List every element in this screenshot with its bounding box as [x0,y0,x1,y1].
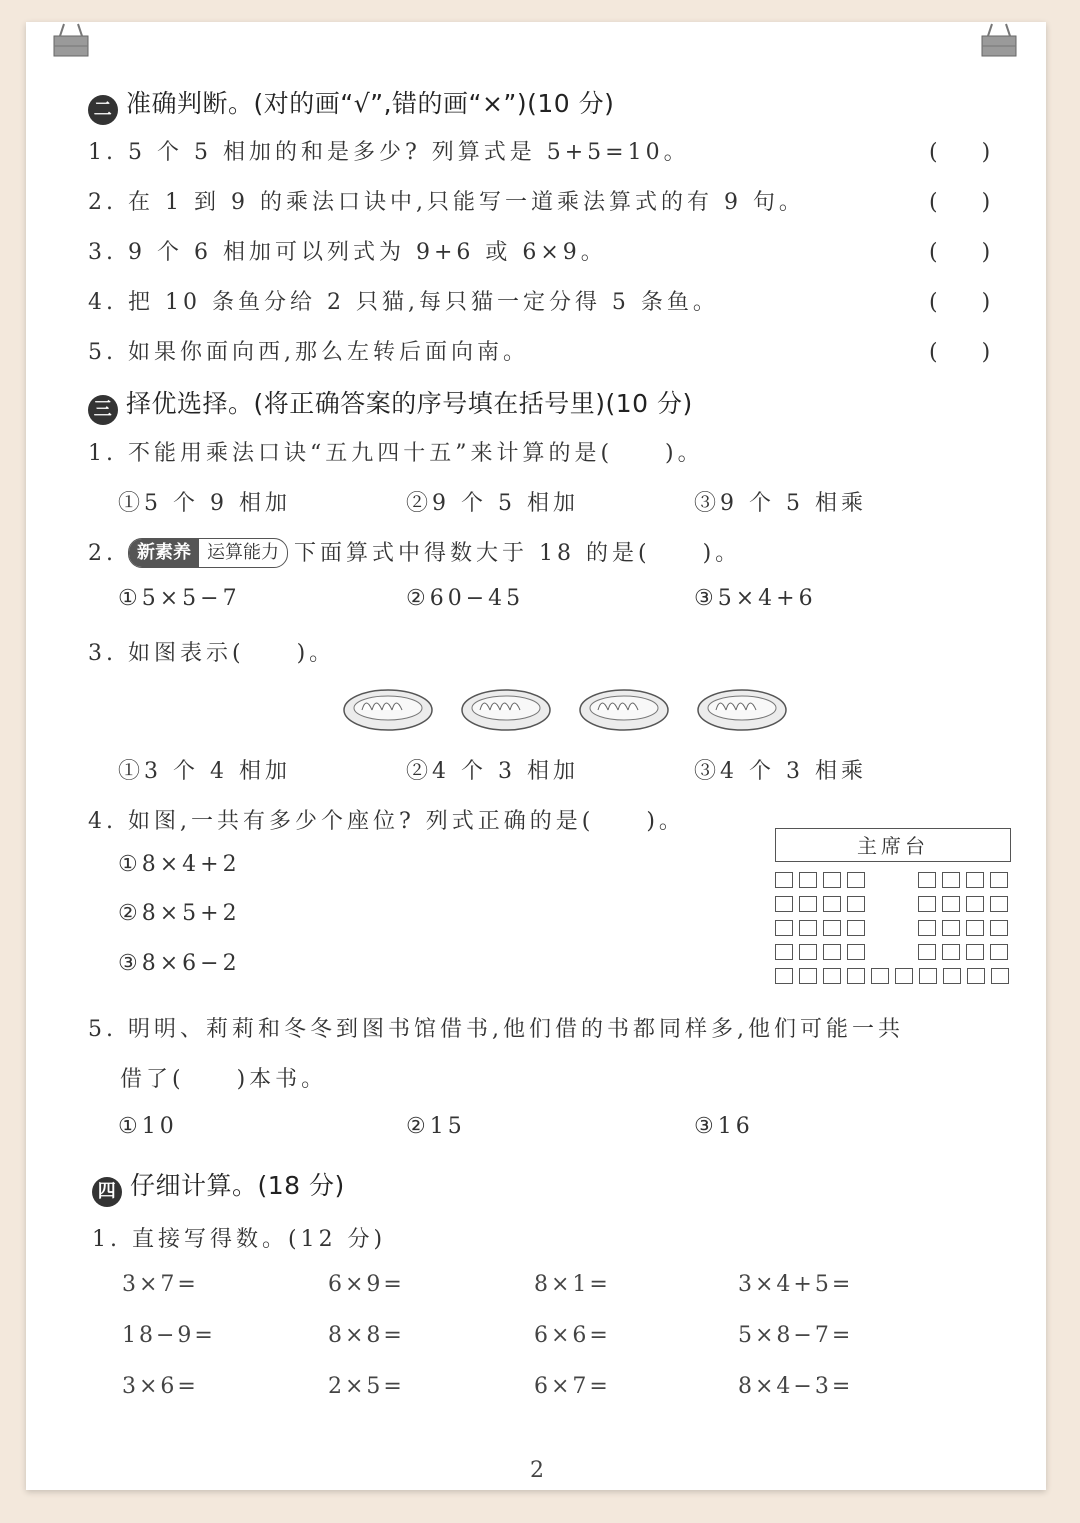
choice-question-3: 3. 如图表示( )。 [88,641,336,666]
seat [847,872,865,888]
option: ③9 个 5 相乘 [694,491,867,516]
judge-question: 1. 5 个 5 相加的和是多少? 列算式是 5+5=10。 [88,140,690,165]
option: ③16 [694,1114,754,1139]
seat [990,944,1008,960]
seat [775,920,793,936]
option: ②4 个 3 相加 [406,759,579,784]
literacy-tag: 新素养 运算能力 [128,538,288,568]
option: ①5×5−7 [118,586,241,611]
calc-item: 6×6= [534,1323,611,1348]
seat [799,896,817,912]
seat [918,896,936,912]
seat [943,968,961,984]
judge-question: 4. 把 10 条鱼分给 2 只猫,每只猫一定分得 5 条鱼。 [88,290,719,315]
seat [775,872,793,888]
seat [847,968,865,984]
answer-blank[interactable]: ( ) [929,340,991,365]
section-badge: 二 [88,95,118,125]
plate-icon [462,690,550,730]
option: ②9 个 5 相加 [406,491,579,516]
seat [966,944,984,960]
plate-icon [580,690,668,730]
calc-item: 5×8−7= [738,1323,854,1348]
judge-question: 2. 在 1 到 9 的乘法口诀中,只能写一道乘法算式的有 9 句。 [88,190,805,215]
seat [919,968,937,984]
seat [967,968,985,984]
seat [871,968,889,984]
plate-icon [698,690,786,730]
calc-item: 8×4−3= [738,1374,854,1399]
calc-item: 3×6= [122,1374,199,1399]
seat [847,944,865,960]
seat [847,920,865,936]
calc-subheading: 1. 直接写得数。(12 分) [92,1227,387,1252]
seat [799,872,817,888]
worksheet-page [26,22,1046,1490]
option: ③4 个 3 相乘 [694,759,867,784]
answer-blank[interactable]: ( ) [929,290,991,315]
seat [918,872,936,888]
calc-item: 2×5= [328,1374,405,1399]
choice-question-5: 5. 明明、莉莉和冬冬到图书馆借书,他们借的书都同样多,他们可能一共 [88,1017,904,1042]
option: ③8×6−2 [118,951,241,976]
calc-item: 8×8= [328,1323,405,1348]
section-title-choice: 三 择优选择。(将正确答案的序号填在括号里)(10 分) [88,384,693,425]
seat [991,968,1009,984]
option: ②60−45 [406,586,525,611]
calc-item: 18−9= [122,1323,216,1348]
plates-illustration [340,684,790,734]
calc-item: 6×9= [328,1272,405,1297]
judge-question: 5. 如果你面向西,那么左转后面向南。 [88,340,529,365]
binder-clip-icon [50,22,92,64]
seat [942,944,960,960]
section-title-calculation: 四 仔细计算。(18 分) [92,1166,345,1207]
seat [823,944,841,960]
seat [847,896,865,912]
calc-item: 8×1= [534,1272,611,1297]
seat [823,920,841,936]
section-title-judgement: 二 准确判断。(对的画“√”,错的画“×”)(10 分) [88,84,614,125]
seat [942,896,960,912]
seat [799,968,817,984]
judge-question: 3. 9 个 6 相加可以列式为 9+6 或 6×9。 [88,240,607,265]
seat [966,872,984,888]
seat [823,968,841,984]
option: ②15 [406,1114,466,1139]
section-badge: 三 [88,395,118,425]
section-badge: 四 [92,1177,122,1207]
seat [775,896,793,912]
seat [895,968,913,984]
option: ①10 [118,1114,178,1139]
seat [918,920,936,936]
plate-icon [344,690,432,730]
seat [799,920,817,936]
seat [990,920,1008,936]
seat [823,896,841,912]
option: ③5×4+6 [694,586,817,611]
choice-question-5-cont: 借了( )本书。 [120,1067,328,1092]
binder-clip-icon [978,22,1020,64]
seat [942,920,960,936]
choice-question-1: 1. 不能用乘法口诀“五九四十五”来计算的是( )。 [88,441,704,466]
calc-item: 3×4+5= [738,1272,854,1297]
calc-item: 3×7= [122,1272,199,1297]
seat [823,872,841,888]
seat [942,872,960,888]
choice-question-2: 2. 新素养 运算能力 下面算式中得数大于 18 的是( )。 [88,536,741,568]
seat [966,920,984,936]
seat [918,944,936,960]
seat [990,896,1008,912]
seat [775,944,793,960]
option: ①8×4+2 [118,852,241,877]
option: ②8×5+2 [118,901,241,926]
answer-blank[interactable]: ( ) [929,240,991,265]
seat [990,872,1008,888]
seat [966,896,984,912]
calc-item: 6×7= [534,1374,611,1399]
answer-blank[interactable]: ( ) [929,190,991,215]
seat [775,968,793,984]
option: ①3 个 4 相加 [118,759,291,784]
page-number: 2 [530,1458,544,1483]
answer-blank[interactable]: ( ) [929,140,991,165]
choice-question-4: 4. 如图,一共有多少个座位? 列式正确的是( )。 [88,809,685,834]
stage-label: 主席台 [775,828,1011,862]
seat [799,944,817,960]
option: ①5 个 9 相加 [118,491,291,516]
